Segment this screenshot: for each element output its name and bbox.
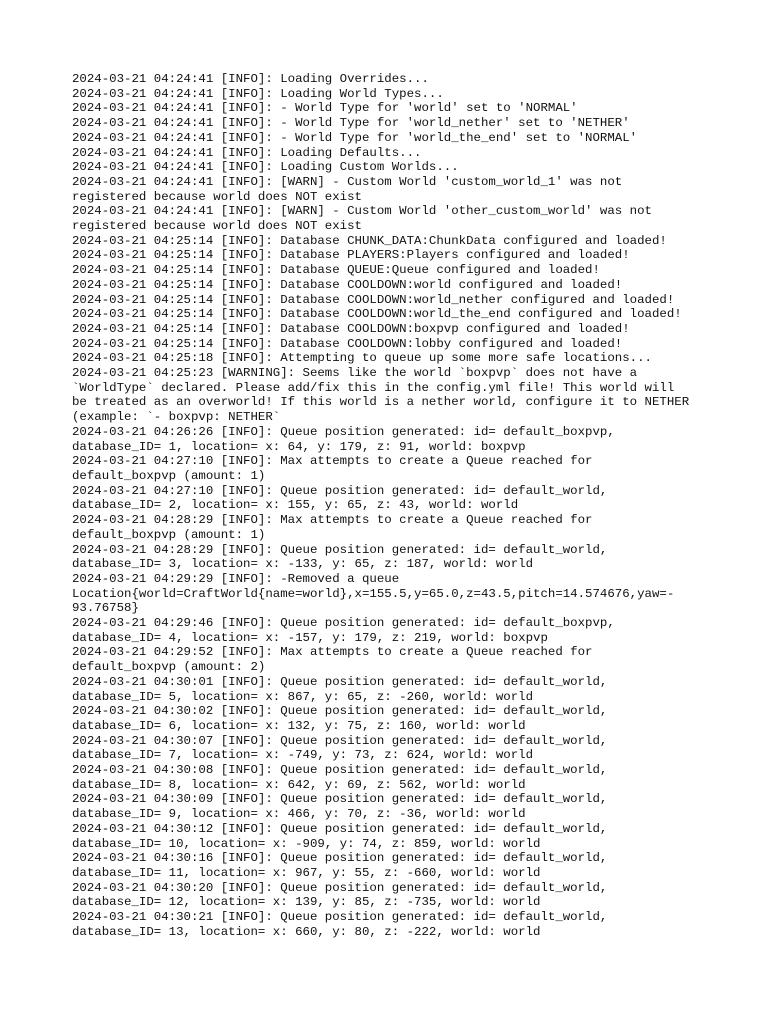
log-line: 2024-03-21 04:25:14 [INFO]: Database PLAYERS:Players configured and loaded! — [72, 248, 630, 263]
log-line: 2024-03-21 04:24:41 [INFO]: Loading Defaults... — [72, 145, 422, 160]
log-line: 2024-03-21 04:24:41 [INFO]: - World Type for 'world_nether' set to 'NETHER' — [72, 116, 630, 131]
log-line: 2024-03-21 04:30:12 [INFO]: Queue position generated: id= default_world, — [72, 821, 608, 836]
log-line: 2024-03-21 04:25:14 [INFO]: Database COOLDOWN:lobby configured and loaded! — [72, 336, 623, 351]
log-line: database_ID= 8, location= x: 642, y: 69, z: 562, world: world — [72, 777, 526, 792]
log-line: 2024-03-21 04:24:41 [INFO]: - World Type for 'world' set to 'NORMAL' — [72, 101, 578, 116]
log-line: database_ID= 7, location= x: -749, y: 73, z: 624, world: world — [72, 748, 534, 763]
log-line: 2024-03-21 04:24:41 [INFO]: - World Type for 'world_the_end' set to 'NORMAL' — [72, 130, 638, 145]
log-line: database_ID= 11, location= x: 967, y: 55, z: -660, world: world — [72, 865, 541, 880]
log-line: default_boxpvp (amount: 2) — [72, 660, 266, 675]
log-line: 2024-03-21 04:25:14 [INFO]: Database COOLDOWN:world_nether configured and loaded! — [72, 292, 675, 307]
log-line: 2024-03-21 04:24:41 [INFO]: Loading Overrides... — [72, 72, 429, 86]
log-line: 2024-03-21 04:25:18 [INFO]: Attempting to queue up some more safe locations... — [72, 351, 652, 366]
log-line: database_ID= 4, location= x: -157, y: 179, z: 219, world: boxpvp — [72, 630, 548, 645]
log-line: database_ID= 9, location= x: 466, y: 70, z: -36, world: world — [72, 807, 526, 822]
log-line: (example: `- boxpvp: NETHER` — [72, 410, 281, 425]
log-line: 2024-03-21 04:24:41 [INFO]: Loading Custom Worlds... — [72, 160, 459, 175]
log-line: 2024-03-21 04:30:01 [INFO]: Queue position generated: id= default_world, — [72, 674, 608, 689]
log-line: 2024-03-21 04:30:09 [INFO]: Queue position generated: id= default_world, — [72, 792, 608, 807]
log-line: 2024-03-21 04:25:14 [INFO]: Database QUEUE:Queue configured and loaded! — [72, 263, 600, 278]
log-line: 2024-03-21 04:30:21 [INFO]: Queue position generated: id= default_world, — [72, 910, 608, 925]
log-line: 2024-03-21 04:30:02 [INFO]: Queue position generated: id= default_world, — [72, 704, 608, 719]
log-line: 2024-03-21 04:25:23 [WARNING]: Seems like the world `boxpvp` does not have a — [72, 366, 638, 381]
log-line: 2024-03-21 04:28:29 [INFO]: Max attempts to create a Queue reached for — [72, 513, 593, 528]
log-line: registered because world does NOT exist — [72, 189, 362, 204]
log-line: 2024-03-21 04:24:41 [INFO]: Loading World Types... — [72, 86, 444, 101]
log-line: database_ID= 12, location= x: 139, y: 85, z: -735, world: world — [72, 895, 541, 910]
log-line: 2024-03-21 04:30:16 [INFO]: Queue position generated: id= default_world, — [72, 851, 608, 866]
log-line: 2024-03-21 04:30:08 [INFO]: Queue position generated: id= default_world, — [72, 763, 608, 778]
log-line: 2024-03-21 04:25:14 [INFO]: Database COOLDOWN:world_the_end configured and loaded! — [72, 307, 682, 322]
log-line: 2024-03-21 04:27:10 [INFO]: Max attempts to create a Queue reached for — [72, 454, 593, 469]
log-line: database_ID= 2, location= x: 155, y: 65, z: 43, world: world — [72, 498, 519, 513]
log-line: 2024-03-21 04:30:20 [INFO]: Queue position generated: id= default_world, — [72, 880, 608, 895]
log-line: 2024-03-21 04:28:29 [INFO]: Queue position generated: id= default_world, — [72, 542, 608, 557]
server-log-text — [72, 72, 708, 939]
log-line: 2024-03-21 04:29:52 [INFO]: Max attempts to create a Queue reached for — [72, 645, 593, 660]
log-line: 2024-03-21 04:29:29 [INFO]: -Removed a queue — [72, 571, 400, 586]
log-line: be treated as an overworld! If this world is a nether world, configure it to NETHER — [72, 395, 690, 410]
log-line: 2024-03-21 04:26:26 [INFO]: Queue position generated: id= default_boxpvp, — [72, 424, 615, 439]
log-line: 2024-03-21 04:27:10 [INFO]: Queue position generated: id= default_world, — [72, 483, 608, 498]
log-line: database_ID= 3, location= x: -133, y: 65, z: 187, world: world — [72, 557, 534, 572]
log-line: Location{world=CraftWorld{name=world},x=155.5,y=65.0,z=43.5,pitch=14.574676,yaw=- — [72, 586, 675, 601]
log-line: default_boxpvp (amount: 1) — [72, 468, 266, 483]
log-line: database_ID= 6, location= x: 132, y: 75, z: 160, world: world — [72, 718, 526, 733]
log-line: `WorldType` declared. Please add/fix this in the config.yml file! This world will — [72, 380, 675, 395]
log-line: 93.76758} — [72, 601, 139, 616]
log-line: database_ID= 5, location= x: 867, y: 65, z: -260, world: world — [72, 689, 534, 704]
log-line: default_boxpvp (amount: 1) — [72, 527, 266, 542]
log-line: database_ID= 10, location= x: -909, y: 74, z: 859, world: world — [72, 836, 541, 851]
log-line: 2024-03-21 04:25:14 [INFO]: Database COOLDOWN:world configured and loaded! — [72, 277, 623, 292]
log-line: 2024-03-21 04:24:41 [INFO]: [WARN] - Custom World 'custom_world_1' was not — [72, 174, 623, 189]
log-line: database_ID= 13, location= x: 660, y: 80, z: -222, world: world — [72, 924, 541, 939]
log-line: 2024-03-21 04:25:14 [INFO]: Database CHUNK_DATA:ChunkData configured and loaded! — [72, 233, 667, 248]
log-line: registered because world does NOT exist — [72, 219, 362, 234]
log-line: 2024-03-21 04:30:07 [INFO]: Queue position generated: id= default_world, — [72, 733, 608, 748]
log-line: database_ID= 1, location= x: 64, y: 179, z: 91, world: boxpvp — [72, 439, 526, 454]
log-line: 2024-03-21 04:24:41 [INFO]: [WARN] - Custom World 'other_custom_world' was not — [72, 204, 652, 219]
log-line: 2024-03-21 04:29:46 [INFO]: Queue position generated: id= default_boxpvp, — [72, 616, 615, 631]
log-line: 2024-03-21 04:25:14 [INFO]: Database COOLDOWN:boxpvp configured and loaded! — [72, 321, 630, 336]
